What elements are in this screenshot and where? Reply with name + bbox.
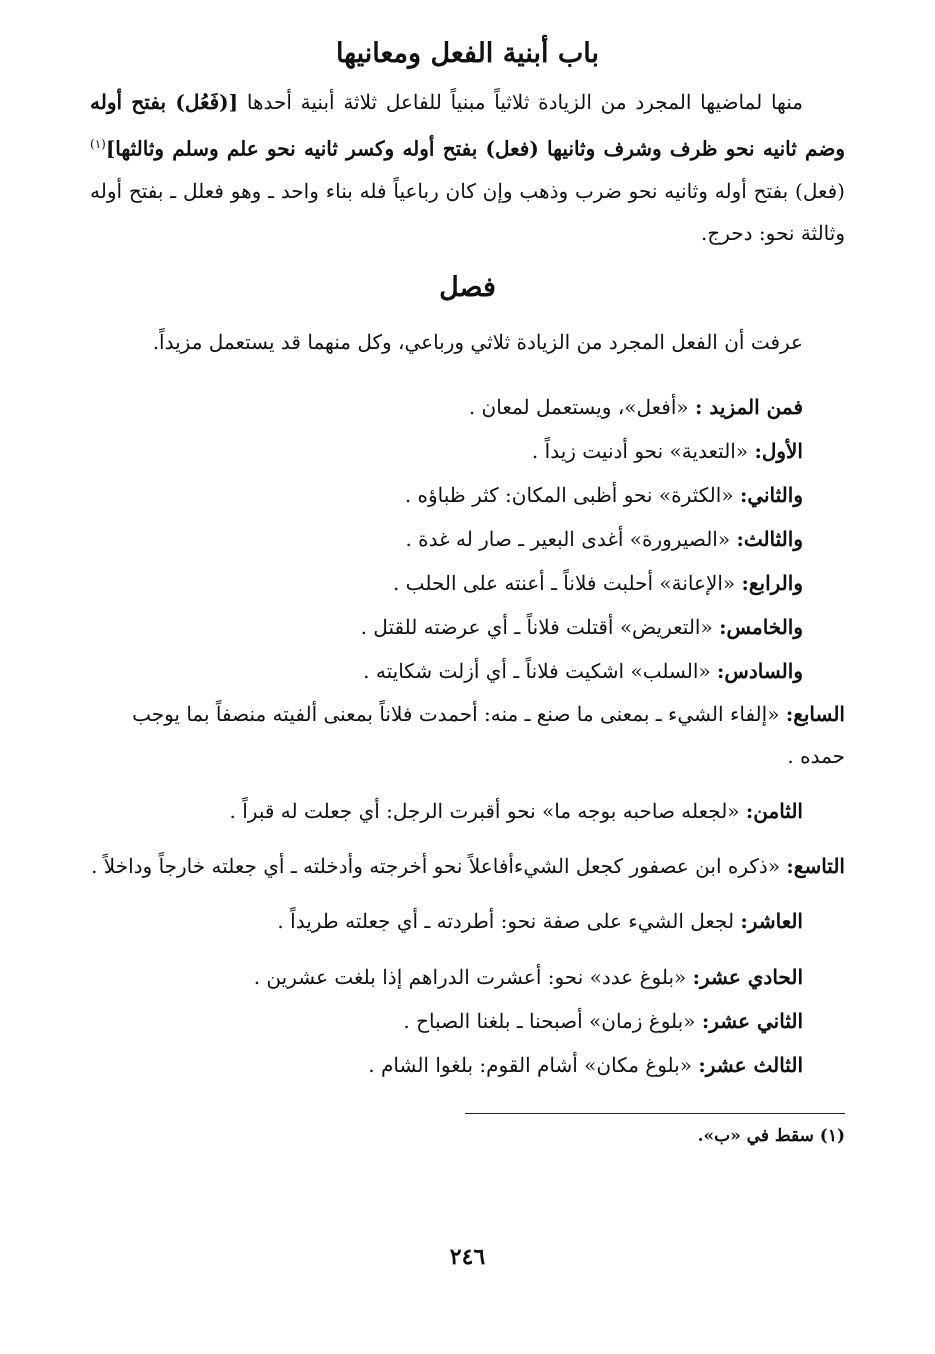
item-text: «الإعانة» أحلبت فلاناً ـ أعنته على الحلب . (392, 570, 736, 595)
list-item (90, 693, 845, 777)
item-label: والسادس: (717, 658, 803, 683)
list-item (90, 789, 845, 833)
item-label: الأول: (754, 438, 803, 463)
intro-bold-text: [(فَعُل) بفتح أوله وضم ثانيه نحو ظرف وشرف وثانيها (فعل) بفتح أوله وكسر ثانيه نحو علم وسلم وثالثها] (90, 90, 845, 161)
list-item (90, 899, 845, 943)
list-item (90, 561, 845, 605)
item-label: السابع: (785, 701, 845, 726)
item-label: الثامن: (745, 798, 803, 823)
item-text: «بلوغ زمان» أصبحنا ـ بلغنا الصباح . (403, 1008, 696, 1033)
item-text: «التعدية» نحو أدنيت زيداً . (531, 438, 749, 463)
item-text: «بلوغ مكان» أشام القوم: بلغوا الشام . (368, 1052, 692, 1077)
item-text: «بلوغ عدد» نحو: أعشرت الدراهم إذا بلغت عشرين . (253, 964, 687, 989)
footnote-divider (465, 1113, 845, 1114)
item-text: لجعل الشيء على صفة نحو: أطردته ـ أي جعلته طريداً . (277, 908, 735, 933)
item-label: التاسع: (786, 853, 845, 878)
list-item (90, 429, 845, 473)
list-item (90, 517, 845, 561)
item-label: والرابع: (741, 570, 803, 595)
item-text: «أفعل»، ويستعمل لمعان . (468, 394, 689, 419)
item-label: الحادي عشر: (692, 964, 803, 989)
list-item (90, 955, 845, 999)
item-label: فمن المزيد : (695, 394, 803, 419)
list-item (90, 999, 845, 1043)
meanings-list (90, 385, 845, 1087)
page-number: ٢٤٦ (449, 1244, 486, 1270)
footnote-marker: (١) (90, 137, 106, 151)
item-label: والثالث: (736, 526, 803, 551)
list-item (90, 1043, 845, 1087)
item-text: «الكثرة» نحو أظبى المكان: كثر ظباؤه . (404, 482, 734, 507)
list-item (90, 605, 845, 649)
item-label: الثاني عشر: (701, 1008, 803, 1033)
section-paragraph: عرفت أن الفعل المجرد من الزيادة ثلاثي ورباعي، وكل منهما قد يستعمل مزيداً. (152, 329, 803, 354)
item-text: «السلب» اشكيت فلاناً ـ أي أزلت شكايته . (363, 658, 711, 683)
item-text: «لجعله صاحبه بوجه ما» نحو أقبرت الرجل: أي جعلت له قبراً . (229, 798, 740, 823)
item-text: «ذكره ابن عصفور كجعل الشيءأفاعلاً نحو أخرجته وأدخلته ـ أي جعلته خارجاً وداخلاً . (91, 853, 781, 878)
item-label: الثالث عشر: (698, 1052, 803, 1077)
section-title: فصل (439, 271, 496, 303)
list-item (90, 385, 845, 429)
item-label: والثاني: (739, 482, 803, 507)
item-label: والخامس: (719, 614, 803, 639)
list-item (90, 845, 845, 887)
intro-paragraph (90, 81, 845, 254)
item-label: العاشر: (740, 908, 803, 933)
list-item (90, 649, 845, 693)
item-text: «الصيرورة» أغدى البعير ـ صار له غدة . (405, 526, 731, 551)
item-text: «إلفاء الشيء ـ بمعنى ما صنع ـ منه: أحمدت فلاناً بمعنى ألفيته منصفاً بما يوجب حمده . (132, 701, 845, 768)
item-text: «التعريض» أقتلت فلاناً ـ أي عرضته للقتل . (360, 614, 713, 639)
footnote: (١) سقط في «ب». (697, 1125, 845, 1146)
page (90, 38, 845, 1354)
chapter-title: باب أبنية الفعل ومعانيها (335, 38, 600, 69)
intro-text-1: منها لماضيها المجرد من الزيادة ثلاثياً مبنياً للفاعل ثلاثة أبنية أحدها (246, 90, 804, 114)
list-item (90, 473, 845, 517)
intro-text-2: (فعل) بفتح أوله وثانيه نحو ضرب وذهب وإن كان رباعياً فله بناء واحد ـ وهو فعلل ـ بفتح أوله وثالثة نحو: دحرج. (90, 178, 845, 245)
